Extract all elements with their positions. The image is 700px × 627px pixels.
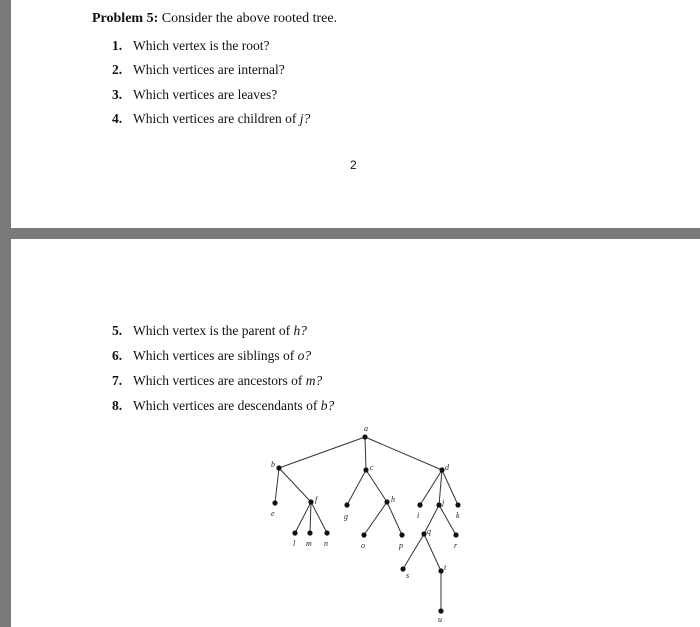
vertex-o <box>361 532 366 537</box>
edge-d-k <box>442 470 458 505</box>
edge-f-n <box>311 502 327 533</box>
vertex-p <box>399 532 404 537</box>
vertex-h <box>384 499 389 504</box>
label-p: p <box>399 541 403 550</box>
label-h: h <box>391 495 395 504</box>
rooted-tree-diagram <box>251 425 471 625</box>
vertex-e <box>272 500 277 505</box>
label-k: k <box>456 511 460 520</box>
label-r: r <box>454 541 458 550</box>
page-number: 2 <box>350 158 357 172</box>
edge-b-e <box>275 468 279 503</box>
label-n: n <box>324 539 328 548</box>
label-a: a <box>364 425 368 433</box>
label-j: j <box>442 498 445 507</box>
edge-j-r <box>439 505 456 535</box>
label-i: i <box>417 511 420 520</box>
vertex-l <box>292 530 297 535</box>
vertex-b <box>276 465 281 470</box>
vertex-a <box>362 434 367 439</box>
problem-label: Problem 5: <box>92 11 159 26</box>
edge-c-g <box>347 470 366 505</box>
question-3: 3. Which vertices are leaves? <box>112 87 278 102</box>
vertex-f <box>308 499 313 504</box>
vertex-s <box>400 566 405 571</box>
label-o: o <box>361 541 365 550</box>
edge-c-h <box>366 470 387 502</box>
edge-q-t <box>424 534 441 571</box>
edge-d-i <box>420 470 442 505</box>
vertex-n <box>324 530 329 535</box>
vertex-j <box>436 502 441 507</box>
edge-f-l <box>295 502 311 533</box>
problem-title <box>92 11 337 27</box>
question-6: 6. Which vertices are siblings of o? <box>112 348 312 363</box>
vertex-m <box>307 530 312 535</box>
label-l: l <box>293 539 296 548</box>
viewer-left-margin <box>0 0 11 627</box>
question-8: 8. Which vertices are descendants of b? <box>112 398 335 413</box>
label-e: e <box>271 509 275 518</box>
edge-q-s <box>403 534 424 569</box>
label-g: g <box>344 512 348 521</box>
vertex-q <box>421 531 426 536</box>
document-page-1 <box>11 0 700 228</box>
label-t: t <box>444 563 447 572</box>
label-m: m <box>306 539 312 548</box>
vertex-u <box>438 608 443 613</box>
question-2: 2. Which vertices are internal? <box>112 62 285 77</box>
edge-a-c <box>365 437 366 470</box>
label-f: f <box>315 495 318 504</box>
vertex-g <box>344 502 349 507</box>
question-5: 5. Which vertex is the parent of h? <box>112 323 307 338</box>
vertex-i <box>417 502 422 507</box>
vertex-k <box>455 502 460 507</box>
tree-edges <box>275 437 458 611</box>
edge-h-o <box>364 502 387 535</box>
tree-vertices <box>272 434 460 613</box>
edge-a-d <box>365 437 442 470</box>
label-b: b <box>271 460 275 469</box>
question-1: 1. Which vertex is the root? <box>112 38 270 53</box>
edge-b-f <box>279 468 311 502</box>
edge-f-m <box>310 502 311 533</box>
label-c: c <box>370 463 374 472</box>
document-page-2 <box>11 239 700 627</box>
vertex-r <box>453 532 458 537</box>
vertex-c <box>363 467 368 472</box>
problem-text: Consider the above rooted tree. <box>161 11 338 26</box>
vertex-t <box>438 568 443 573</box>
label-d: d <box>445 463 449 472</box>
edge-a-b <box>279 437 365 468</box>
vertex-d <box>439 467 444 472</box>
question-7: 7. Which vertices are ancestors of m? <box>112 373 323 388</box>
question-4: 4. Which vertices are children of j? <box>112 111 311 126</box>
page-separator <box>11 228 700 239</box>
label-q: q <box>427 527 431 536</box>
edge-h-p <box>387 502 402 535</box>
label-s: s <box>406 571 410 580</box>
label-u: u <box>438 615 442 624</box>
